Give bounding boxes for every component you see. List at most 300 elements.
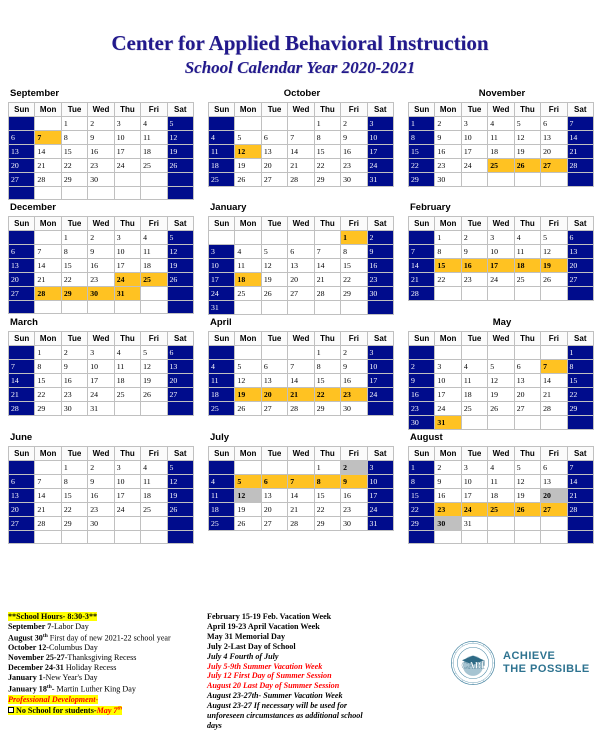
- empty-cell: [461, 531, 487, 544]
- weekday-header-mon: Mon: [35, 447, 61, 461]
- weekday-header-sun: Sun: [9, 332, 35, 346]
- week-row: [9, 245, 194, 259]
- week-row: [209, 145, 394, 159]
- week-row: [409, 374, 594, 388]
- week-row: [9, 531, 194, 544]
- empty-cell: [35, 231, 61, 245]
- day-cell: 21: [288, 159, 314, 173]
- empty-cell: [35, 531, 61, 544]
- weekday-header-row: [9, 217, 194, 231]
- weekday-header-sun: Sun: [409, 103, 435, 117]
- week-row: [209, 517, 394, 531]
- day-cell: 8: [61, 131, 87, 145]
- month-table: [208, 102, 394, 187]
- weekday-header-thu: Thu: [314, 447, 340, 461]
- weekday-header-wed: Wed: [88, 447, 114, 461]
- day-cell: 4: [488, 117, 514, 131]
- day-cell: 20: [9, 503, 35, 517]
- day-cell: 9: [88, 245, 114, 259]
- day-cell: 21: [35, 159, 61, 173]
- day-cell: 4: [514, 231, 540, 245]
- day-cell: 7: [288, 360, 314, 374]
- day-cell: 18: [114, 374, 140, 388]
- empty-cell: [141, 187, 167, 200]
- empty-cell: [461, 416, 487, 430]
- empty-cell: [488, 173, 514, 187]
- day-cell: 17: [114, 145, 140, 159]
- day-cell: 22: [314, 503, 340, 517]
- day-cell: 7: [35, 475, 61, 489]
- calendar-legend: [0, 612, 600, 730]
- day-cell: 14: [288, 145, 314, 159]
- day-cell: 17: [488, 259, 514, 273]
- day-cell: 26: [235, 402, 261, 416]
- empty-cell: [61, 301, 87, 314]
- legend-item: August 20 Last Day of Summer Session: [207, 681, 340, 691]
- day-cell: 18: [461, 388, 487, 402]
- day-cell: 31: [88, 402, 114, 416]
- day-cell: 26: [488, 402, 514, 416]
- weekday-header-thu: Thu: [514, 103, 540, 117]
- day-cell: 22: [314, 159, 340, 173]
- legend-item: [8, 663, 208, 673]
- weekday-header-row: [409, 332, 594, 346]
- day-cell: 4: [141, 117, 167, 131]
- day-cell: 29: [61, 287, 87, 301]
- day-cell: 15: [409, 145, 435, 159]
- day-cell: 6: [167, 346, 193, 360]
- weekday-header-mon: Mon: [35, 217, 61, 231]
- day-cell: 24: [114, 159, 140, 173]
- week-row: [9, 131, 194, 145]
- weekday-header-mon: Mon: [235, 332, 261, 346]
- day-cell: 20: [567, 259, 593, 273]
- legend-item-text: - Martin Luther King Day: [51, 684, 136, 694]
- weekday-header-mon: Mon: [235, 447, 261, 461]
- week-row: [409, 231, 594, 245]
- day-cell: 6: [261, 475, 287, 489]
- day-cell: 22: [61, 159, 87, 173]
- day-cell: 2: [341, 117, 367, 131]
- week-row: [409, 346, 594, 360]
- empty-cell: [88, 301, 114, 314]
- week-row: [209, 245, 394, 259]
- month-april: [200, 315, 400, 430]
- legend-item: [8, 622, 208, 632]
- day-cell: 25: [141, 503, 167, 517]
- month-title: April: [210, 317, 232, 328]
- month-title: July: [210, 432, 230, 443]
- day-cell: 26: [167, 503, 193, 517]
- empty-cell: [9, 461, 35, 475]
- day-cell: 18: [514, 259, 540, 273]
- day-cell: 15: [314, 489, 340, 503]
- day-cell: 11: [488, 131, 514, 145]
- weekday-header-thu: Thu: [114, 103, 140, 117]
- day-cell: 13: [261, 145, 287, 159]
- day-cell: 13: [567, 245, 593, 259]
- day-cell: 8: [314, 131, 340, 145]
- day-cell: 21: [567, 489, 593, 503]
- empty-cell: [435, 287, 461, 301]
- day-cell: 24: [209, 287, 235, 301]
- day-cell: 15: [61, 259, 87, 273]
- legend-item: July 5-9th Summer Vacation Week: [207, 661, 323, 671]
- legend-item-date: October 12: [8, 643, 47, 653]
- week-row: [409, 388, 594, 402]
- legend-item: unforeseen circumstances as additional school: [207, 711, 363, 721]
- empty-cell: [141, 173, 167, 187]
- weekday-header-mon: Mon: [35, 332, 61, 346]
- day-cell: 18: [488, 145, 514, 159]
- empty-cell: [567, 173, 593, 187]
- week-row: [209, 461, 394, 475]
- week-row: [9, 287, 194, 301]
- day-cell: 16: [341, 374, 367, 388]
- day-cell: 2: [409, 360, 435, 374]
- empty-cell: [314, 231, 340, 245]
- day-cell: 3: [88, 346, 114, 360]
- empty-cell: [261, 346, 287, 360]
- day-cell: 28: [9, 402, 35, 416]
- empty-cell: [288, 117, 314, 131]
- day-cell: 23: [341, 159, 367, 173]
- empty-cell: [235, 231, 261, 245]
- day-cell: 23: [341, 388, 367, 402]
- day-cell: 1: [435, 231, 461, 245]
- weekday-header-tue: Tue: [61, 217, 87, 231]
- empty-cell: [141, 287, 167, 301]
- day-cell: 20: [288, 273, 314, 287]
- day-cell: 27: [261, 517, 287, 531]
- day-cell: 9: [435, 131, 461, 145]
- day-cell: 31: [435, 416, 461, 430]
- day-cell: 5: [488, 360, 514, 374]
- legend-item-date: January 1: [8, 673, 43, 683]
- legend-item: [8, 632, 208, 644]
- week-row: [409, 159, 594, 173]
- day-cell: 20: [261, 388, 287, 402]
- empty-cell: [314, 301, 340, 315]
- weekday-header-sat: Sat: [167, 447, 193, 461]
- day-cell: 6: [514, 360, 540, 374]
- day-cell: 22: [409, 503, 435, 517]
- day-cell: 14: [288, 374, 314, 388]
- week-row: [9, 475, 194, 489]
- weekday-header-sun: Sun: [409, 332, 435, 346]
- weekday-header-wed: Wed: [88, 103, 114, 117]
- empty-cell: [341, 301, 367, 315]
- day-cell: 7: [567, 117, 593, 131]
- day-cell: 14: [9, 374, 35, 388]
- month-december: [0, 200, 200, 315]
- day-cell: 17: [114, 489, 140, 503]
- day-cell: 30: [435, 517, 461, 531]
- day-cell: 21: [567, 145, 593, 159]
- legend-item: July 2-Last Day of School: [207, 641, 296, 651]
- weekday-header-sat: Sat: [567, 332, 593, 346]
- day-cell: 18: [488, 489, 514, 503]
- day-cell: 31: [209, 301, 235, 315]
- legend-item-date: September 7: [8, 621, 52, 631]
- day-cell: 8: [314, 475, 340, 489]
- day-cell: 3: [367, 461, 393, 475]
- day-cell: 23: [367, 273, 393, 287]
- month-november: [400, 86, 600, 200]
- svg-text:CABI: CABI: [461, 660, 485, 671]
- day-cell: 12: [514, 131, 540, 145]
- day-cell: 31: [367, 173, 393, 187]
- empty-cell: [567, 287, 593, 301]
- legend-item-text: First day of new 2021-22 school year: [47, 633, 171, 643]
- weekday-header-fri: Fri: [541, 217, 567, 231]
- day-cell: 29: [567, 402, 593, 416]
- day-cell: 11: [209, 374, 235, 388]
- legend-item: August 23-27 If necessary will be used for: [207, 701, 348, 711]
- empty-cell: [235, 346, 261, 360]
- day-cell: 26: [141, 388, 167, 402]
- weekday-header-row: [9, 103, 194, 117]
- day-cell: 26: [167, 159, 193, 173]
- weekday-header-thu: Thu: [314, 217, 340, 231]
- legend-column-left: [8, 612, 208, 716]
- month-table: [208, 216, 394, 315]
- empty-cell: [88, 187, 114, 200]
- month-table: [408, 102, 594, 187]
- day-cell: 30: [88, 517, 114, 531]
- weekday-header-fri: Fri: [341, 103, 367, 117]
- day-cell: 25: [235, 287, 261, 301]
- weekday-header-wed: Wed: [288, 332, 314, 346]
- day-cell: 17: [367, 145, 393, 159]
- day-cell: 29: [61, 173, 87, 187]
- day-cell: 10: [88, 360, 114, 374]
- day-cell: 11: [141, 475, 167, 489]
- day-cell: 17: [461, 489, 487, 503]
- day-cell: 2: [367, 231, 393, 245]
- day-cell: 1: [567, 346, 593, 360]
- day-cell: 31: [461, 517, 487, 531]
- day-cell: 15: [61, 145, 87, 159]
- page-header: [0, 0, 600, 78]
- day-cell: 5: [235, 360, 261, 374]
- week-row: [409, 245, 594, 259]
- day-cell: 19: [261, 273, 287, 287]
- day-cell: 19: [141, 374, 167, 388]
- day-cell: 14: [314, 259, 340, 273]
- day-cell: 27: [288, 287, 314, 301]
- day-cell: 9: [88, 131, 114, 145]
- day-cell: 27: [541, 159, 567, 173]
- weekday-header-wed: Wed: [488, 217, 514, 231]
- empty-cell: [88, 531, 114, 544]
- empty-cell: [514, 517, 540, 531]
- legend-item: [8, 673, 208, 683]
- week-row: [9, 517, 194, 531]
- day-cell: 7: [35, 245, 61, 259]
- day-cell: 25: [488, 159, 514, 173]
- empty-cell: [514, 346, 540, 360]
- weekday-header-sat: Sat: [367, 217, 393, 231]
- empty-cell: [167, 173, 193, 187]
- day-cell: 25: [461, 402, 487, 416]
- day-cell: 26: [541, 273, 567, 287]
- cabi-seal-logo-icon: [450, 640, 496, 686]
- day-cell: 2: [341, 346, 367, 360]
- month-july: [200, 430, 400, 544]
- weekday-header-tue: Tue: [461, 217, 487, 231]
- week-row: [409, 489, 594, 503]
- week-row: [9, 273, 194, 287]
- day-cell: 10: [435, 374, 461, 388]
- day-cell: 2: [88, 231, 114, 245]
- weekday-header-tue: Tue: [61, 332, 87, 346]
- empty-cell: [488, 287, 514, 301]
- day-cell: 7: [9, 360, 35, 374]
- day-cell: 26: [514, 503, 540, 517]
- day-cell: 17: [209, 273, 235, 287]
- weekday-header-tue: Tue: [61, 103, 87, 117]
- weekday-header-row: [409, 217, 594, 231]
- day-cell: 10: [114, 131, 140, 145]
- day-cell: 24: [461, 159, 487, 173]
- day-cell: 12: [167, 475, 193, 489]
- day-cell: 27: [261, 402, 287, 416]
- legend-item-text: -Thanksgiving Recess: [64, 653, 137, 663]
- empty-cell: [261, 117, 287, 131]
- day-cell: 5: [167, 231, 193, 245]
- day-cell: 19: [167, 145, 193, 159]
- day-cell: 23: [461, 273, 487, 287]
- day-cell: 24: [114, 273, 140, 287]
- month-title: September: [10, 88, 60, 99]
- day-cell: 28: [567, 503, 593, 517]
- day-cell: 16: [88, 259, 114, 273]
- empty-cell: [9, 301, 35, 314]
- day-cell: 16: [435, 489, 461, 503]
- day-cell: 1: [61, 117, 87, 131]
- day-cell: 16: [461, 259, 487, 273]
- day-cell: 22: [314, 388, 340, 402]
- weekday-header-tue: Tue: [461, 332, 487, 346]
- weekday-header-fri: Fri: [341, 217, 367, 231]
- weekday-header-thu: Thu: [314, 103, 340, 117]
- day-cell: 13: [514, 374, 540, 388]
- weekday-header-mon: Mon: [435, 217, 461, 231]
- weekday-header-fri: Fri: [541, 332, 567, 346]
- empty-cell: [435, 531, 461, 544]
- day-cell: 30: [61, 402, 87, 416]
- day-cell: 5: [514, 461, 540, 475]
- day-cell: 14: [409, 259, 435, 273]
- day-cell: 1: [35, 346, 61, 360]
- day-cell: 4: [209, 475, 235, 489]
- day-cell: 13: [261, 374, 287, 388]
- legend-item: July 12 First Day of Summer Session: [207, 671, 332, 681]
- empty-cell: [461, 287, 487, 301]
- empty-cell: [9, 346, 35, 360]
- checkbox-icon: [8, 707, 14, 713]
- day-cell: 4: [488, 461, 514, 475]
- day-cell: 2: [88, 461, 114, 475]
- day-cell: 16: [435, 145, 461, 159]
- day-cell: 23: [435, 503, 461, 517]
- day-cell: 11: [141, 245, 167, 259]
- weekday-header-row: [409, 447, 594, 461]
- day-cell: 18: [209, 503, 235, 517]
- day-cell: 4: [141, 461, 167, 475]
- weekday-header-sat: Sat: [167, 103, 193, 117]
- day-cell: 16: [88, 145, 114, 159]
- week-row: [409, 531, 594, 544]
- day-cell: 15: [341, 259, 367, 273]
- empty-cell: [367, 301, 393, 315]
- empty-cell: [167, 287, 193, 301]
- day-cell: 9: [341, 360, 367, 374]
- day-cell: 12: [235, 489, 261, 503]
- day-cell: 29: [35, 402, 61, 416]
- day-cell: 2: [435, 117, 461, 131]
- empty-cell: [141, 301, 167, 314]
- day-cell: 29: [314, 173, 340, 187]
- week-row: [209, 388, 394, 402]
- empty-cell: [261, 461, 287, 475]
- day-cell: 30: [341, 402, 367, 416]
- day-cell: 7: [288, 475, 314, 489]
- week-row: [9, 159, 194, 173]
- day-cell: 12: [541, 245, 567, 259]
- legend-column-middle: [207, 612, 412, 731]
- empty-cell: [235, 117, 261, 131]
- day-cell: 10: [114, 475, 140, 489]
- empty-cell: [514, 416, 540, 430]
- day-cell: 25: [514, 273, 540, 287]
- month-title: December: [10, 202, 56, 213]
- day-cell: 16: [88, 489, 114, 503]
- day-cell: 28: [35, 173, 61, 187]
- day-cell: 14: [541, 374, 567, 388]
- empty-cell: [367, 402, 393, 416]
- empty-cell: [114, 402, 140, 416]
- empty-cell: [167, 517, 193, 531]
- day-cell: 19: [235, 388, 261, 402]
- day-cell: 27: [261, 173, 287, 187]
- empty-cell: [114, 517, 140, 531]
- day-cell: 10: [367, 360, 393, 374]
- empty-cell: [461, 173, 487, 187]
- week-row: [209, 475, 394, 489]
- day-cell: 21: [35, 503, 61, 517]
- weekday-header-wed: Wed: [288, 447, 314, 461]
- day-cell: 3: [114, 231, 140, 245]
- week-row: [9, 360, 194, 374]
- day-cell: 1: [61, 461, 87, 475]
- legend-item-text: -Labor Day: [51, 621, 89, 631]
- legend-item-text: -New Year's Day: [42, 673, 98, 683]
- legend-item-date: November 25-27: [8, 653, 65, 663]
- empty-cell: [167, 531, 193, 544]
- day-cell: 1: [341, 231, 367, 245]
- weekday-header-thu: Thu: [114, 447, 140, 461]
- month-table: [208, 331, 394, 416]
- day-cell: 10: [114, 245, 140, 259]
- day-cell: 8: [314, 360, 340, 374]
- day-cell: 28: [35, 287, 61, 301]
- day-cell: 25: [114, 388, 140, 402]
- empty-cell: [567, 416, 593, 430]
- day-cell: 5: [541, 231, 567, 245]
- legend-item: [8, 643, 208, 653]
